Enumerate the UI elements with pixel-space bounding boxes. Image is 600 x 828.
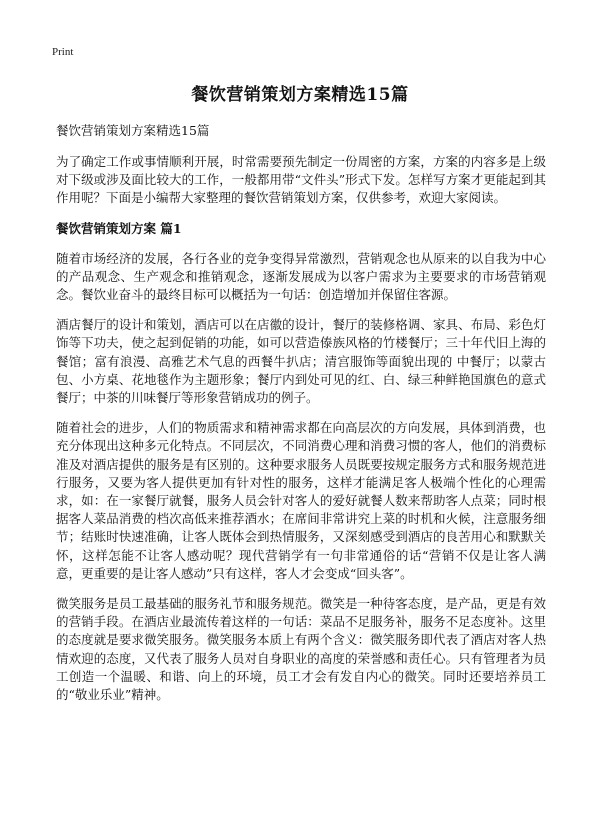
document-body — [56, 122, 546, 716]
document-title: 餐饮营销策划方案精选15篇 — [191, 85, 409, 105]
document-subtitle: 餐饮营销策划方案精选15篇 — [56, 123, 210, 138]
intro-paragraph: 为了确定工作或事情顺利开展，时常需要预先制定一份周密的方案，方案的内容多是上级对下级或涉及面比较大的工作，一般都用带“文件头”形式下发。怎样写方案才更能起到其作用呢？下面是小编帮大家整理的餐饮营销策划方案，仅供参考，欢迎大家阅读。 — [56, 154, 546, 206]
body-paragraph: 酒店餐厅的设计和策划，酒店可以在店徽的设计，餐厅的装修格调、家具、布局、彩色灯饰等下功夫，使之起到促销的功能，如可以营造傣族风格的竹楼餐厅；三十年代旧上海的餐馆；富有浪漫、高雅艺术气息的西餐牛扒店；清宫服饰等面貌出现的 中餐厅；以蒙古包、小方桌、花地毯作为主题形象；餐厅内到处可见的红、白、绿三种鲜艳国旗色的意式餐厅；中茶的川味餐厅等形象营销成功的例子。 — [56, 317, 546, 406]
body-paragraph: 微笑服务是员工最基础的服务礼节和服务规范。微笑是一种待客态度，是产品，更是有效的营销手段。在酒店业最流传着这样的一句话：菜品不足服务补，服务不足态度补。这里的态度就是要求微笑服务。微笑服务本质上有两个含义：微笑服务即代表了酒店对客人热情欢迎的态度，又代表了服务人员对自身职业的高度的荣誉感和责任心。只有管理者为员工创造一个温暖、和谐、向上的环境，员工才会有发自内心的微笑。同时还要培养员工的“敬业乐业”精神。 — [56, 596, 546, 703]
section-heading: 餐饮营销策划方案 篇1 — [56, 220, 182, 236]
body-paragraph: 随着市场经济的发展，各行各业的竞争变得异常激烈，营销观念也从原来的以自我为中心的产品观念、生产观念和推销观念，逐渐发展成为以客户需求为主要要求的市场营销观念。餐饮业奋斗的最终目标可以概括为一句话：创造增加并保留住客源。 — [56, 250, 546, 303]
print-link[interactable]: Print — [52, 46, 74, 58]
body-paragraph: 随着社会的进步，人们的物质需求和精神需求都在向高层次的方向发展，具体到消费，也充分体现出这种多元化特点。不同层次，不同消费心理和消费习惯的客人，他们的消费标准及对酒店提供的服务是有区别的。这种要求服务人员既要按规定服务方式和服务规范进行服务，又要为客人提供更加有针对性的服务，这样才能满足客人极端个性化的心理需求，如：在一家餐厅就餐，服务人员会针对客人的爱好就餐人数来帮助客人点菜；同时根据客人菜品消费的档次高低来推荐酒水；在席间非常讲究上菜的时机和火候，注意服务细节；结账时快速准确，让客人既体会到热情服务，又深刻感受到酒店的良苦用心和默默关怀，这样怎能不让客人感动呢？现代营销学有一句非常通俗的话“营销不仅是让客人满意，更重要的是让客人感动”只有这样，客人才会变成“回头客”。 — [56, 420, 546, 581]
